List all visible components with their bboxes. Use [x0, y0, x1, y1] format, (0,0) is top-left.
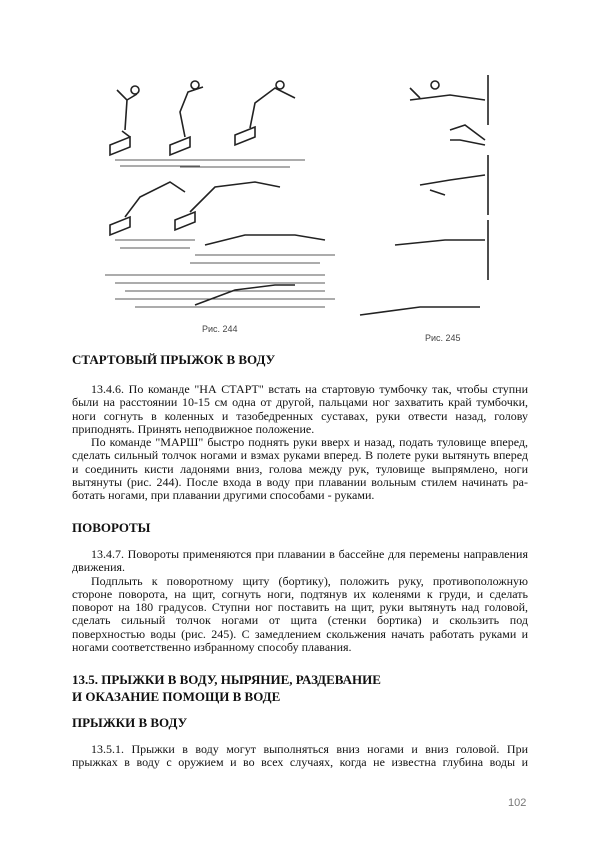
- text-line: движения.: [72, 560, 126, 575]
- page-number: 102: [508, 797, 527, 809]
- section-heading-13-5-line1: 13.5. ПРЫЖКИ В ВОДУ, НЫРЯНИЕ, РАЗДЕВАНИЕ: [72, 672, 381, 687]
- text-line: поверхностью воды (рис. 245). С замедлением скольжения начать работать руками и: [72, 626, 528, 641]
- text-line: 13.4.6. По команде "НА СТАРТ" встать на стартовую тумбочку так, чтобы ступни: [91, 382, 528, 396]
- text-line: стороне поворота, на щит, согнуть ноги, подтянув их коленями к груди, и сделать: [72, 586, 528, 601]
- text-line: 13.4.7. Повороты применяются при плавании в бассейне для перемены направления: [91, 547, 528, 561]
- text-line: вытянуты (рис. 244). После входа в воду при плавании вольным стилем начинать ра-: [72, 475, 528, 490]
- text-line: ноги согнуть в коленных и тазобедренных суставах, руки отвести назад, голову: [72, 408, 528, 423]
- section-heading-start-jump: СТАРТОВЫЙ ПРЫЖОК В ВОДУ: [72, 352, 276, 367]
- section-heading-13-5-line2: И ОКАЗАНИЕ ПОМОЩИ В ВОДЕ: [72, 689, 281, 704]
- text-line: и соединить кисти ладонями вниз, голова между рук, туловище выпрямлено, ноги: [72, 461, 528, 476]
- text-line: были на расстоянии 10-15 см одна от другой, пальцами ног захватить край тумбочки,: [72, 395, 528, 410]
- text-line: поворот на 180 градусов. Ступни ног поставить на щит, руки вытянуть над головой,: [72, 600, 528, 615]
- paragraph-13-4-7: [72, 548, 528, 654]
- text-line: сделать сильный толчок ногами от щита (стенки бортика) и скользить под: [72, 613, 528, 628]
- figure-245-illustration: [350, 70, 495, 325]
- text-line: прыжках в воду с оружием и во всех случаях, когда не известна глубина воды и: [72, 755, 528, 770]
- figure-244-illustration: [95, 70, 345, 320]
- section-heading-jumps: ПРЫЖКИ В ВОДУ: [72, 715, 188, 730]
- diver-figure: [110, 81, 325, 305]
- text-line: 13.5.1. Прыжки в воду могут выполняться вниз ногами и вниз головой. При: [91, 742, 528, 756]
- text-line: ботать ногами, при плавании другими способами - руками.: [72, 488, 375, 503]
- text-line: По команде "МАРШ" быстро поднять руки вверх и назад, подать туловище вперед,: [91, 435, 528, 450]
- text-line: Подплыть к поворотному щиту (бортику), положить руку, противоположную: [91, 573, 528, 588]
- figure-245-caption: Рис. 245: [425, 333, 461, 343]
- paragraph-13-5-1: [72, 743, 528, 770]
- section-heading-turns: ПОВОРОТЫ: [72, 520, 151, 535]
- text-line: сделать сильный толчок ногами и взмах руками вперед. В полете руки вытянуть вперед: [72, 448, 528, 463]
- water-lines: [105, 160, 335, 307]
- text-line: ногами соответственно избранному способу плавания.: [72, 640, 352, 655]
- text-line: приподнять. Принять неподвижное положение.: [72, 421, 315, 436]
- paragraph-13-4-6: [72, 383, 528, 503]
- figure-244-caption: Рис. 244: [202, 324, 238, 334]
